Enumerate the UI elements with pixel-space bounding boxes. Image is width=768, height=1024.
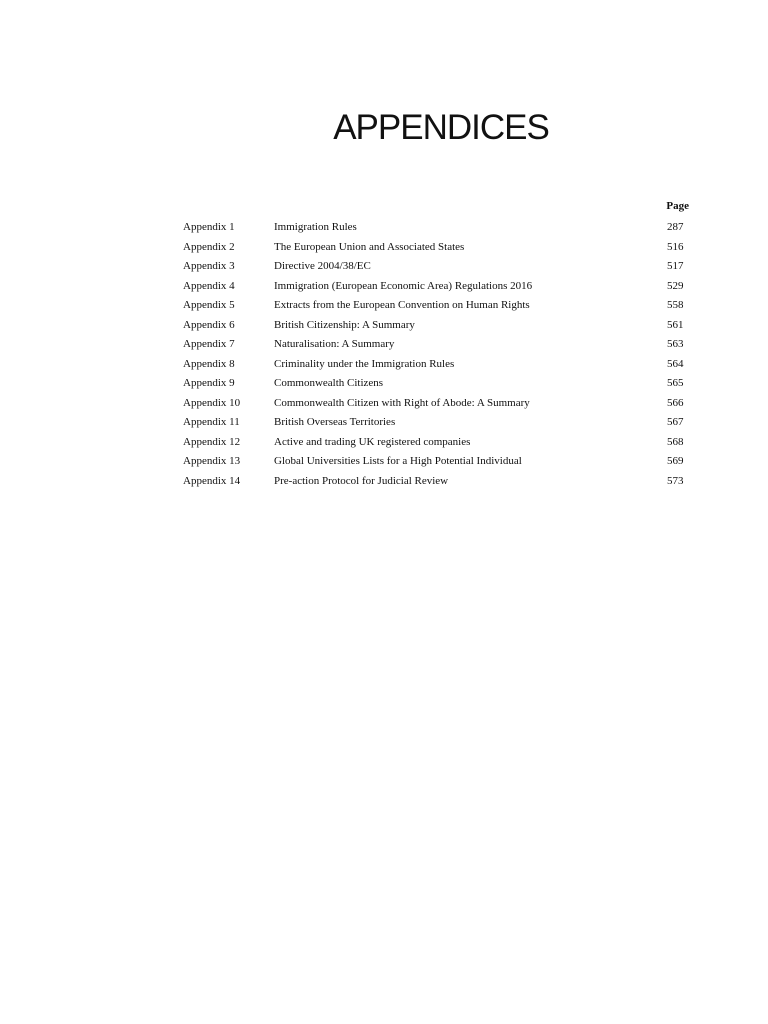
appendix-page-number: 563 [667,338,684,350]
appendix-title: Immigration Rules [274,221,357,233]
appendix-title: Directive 2004/38/EC [274,260,371,272]
toc-header [183,200,693,218]
toc-list [183,218,693,491]
toc-entry [183,433,693,453]
appendix-number: Appendix 2 [183,240,235,253]
appendix-title: Commonwealth Citizen with Right of Abode: A Summary [274,396,530,409]
toc-entry [183,316,693,336]
toc-entry [183,238,693,258]
appendix-number: Appendix 13 [183,455,241,467]
toc-entry [183,452,693,472]
toc-entry [183,355,693,375]
appendix-page-number: 569 [667,455,684,467]
appendix-page-number: 564 [667,357,684,370]
appendix-table-of-contents [183,200,693,491]
appendix-page-number: 516 [667,240,684,253]
appendix-page-number: 568 [667,435,684,448]
toc-entry [183,335,693,355]
appendix-title: Extracts from the European Convention on Human Rights [274,299,530,311]
appendix-number: Appendix 8 [183,357,235,370]
appendix-page-number: 287 [667,221,684,233]
appendix-page-number: 567 [667,416,684,428]
toc-entry [183,257,693,277]
appendix-number: Appendix 7 [183,338,235,350]
appendix-number: Appendix 10 [183,396,241,409]
appendix-title: Immigration (European Economic Area) Regulations 2016 [274,279,533,292]
appendix-page-number: 529 [667,279,684,292]
page-column-header: Page [666,200,689,212]
appendix-title: Global Universities Lists for a High Potential Individual [274,455,522,467]
appendix-title: Naturalisation: A Summary [274,338,395,350]
toc-entry [183,218,693,238]
appendix-title: Active and trading UK registered companies [274,435,471,448]
page-title: APPENDICES [333,108,549,147]
appendix-page-number: 517 [667,260,684,272]
appendix-title: The European Union and Associated States [274,240,465,253]
appendix-title: Commonwealth Citizens [274,377,384,389]
appendix-number: Appendix 1 [183,221,235,233]
appendix-number: Appendix 14 [183,474,241,487]
appendix-title: Criminality under the Immigration Rules [274,357,455,370]
toc-entry [183,277,693,297]
appendix-number: Appendix 4 [183,279,235,292]
toc-entry [183,374,693,394]
appendix-page-number: 565 [667,377,684,389]
toc-entry [183,394,693,414]
appendix-page-number: 566 [667,396,684,409]
appendix-title: Pre-action Protocol for Judicial Review [274,474,449,487]
appendix-title: British Overseas Territories [274,416,396,428]
appendix-page-number: 561 [667,318,684,331]
appendix-number: Appendix 5 [183,299,235,311]
toc-entry [183,413,693,433]
appendix-number: Appendix 9 [183,377,235,389]
appendix-page-number: 573 [667,474,684,487]
appendix-page-number: 558 [667,299,684,311]
appendix-title: British Citizenship: A Summary [274,318,415,331]
toc-entry [183,296,693,316]
appendix-number: Appendix 12 [183,435,241,448]
toc-entry [183,472,693,492]
appendix-number: Appendix 3 [183,260,235,272]
appendix-number: Appendix 11 [183,416,240,428]
appendix-number: Appendix 6 [183,318,235,331]
